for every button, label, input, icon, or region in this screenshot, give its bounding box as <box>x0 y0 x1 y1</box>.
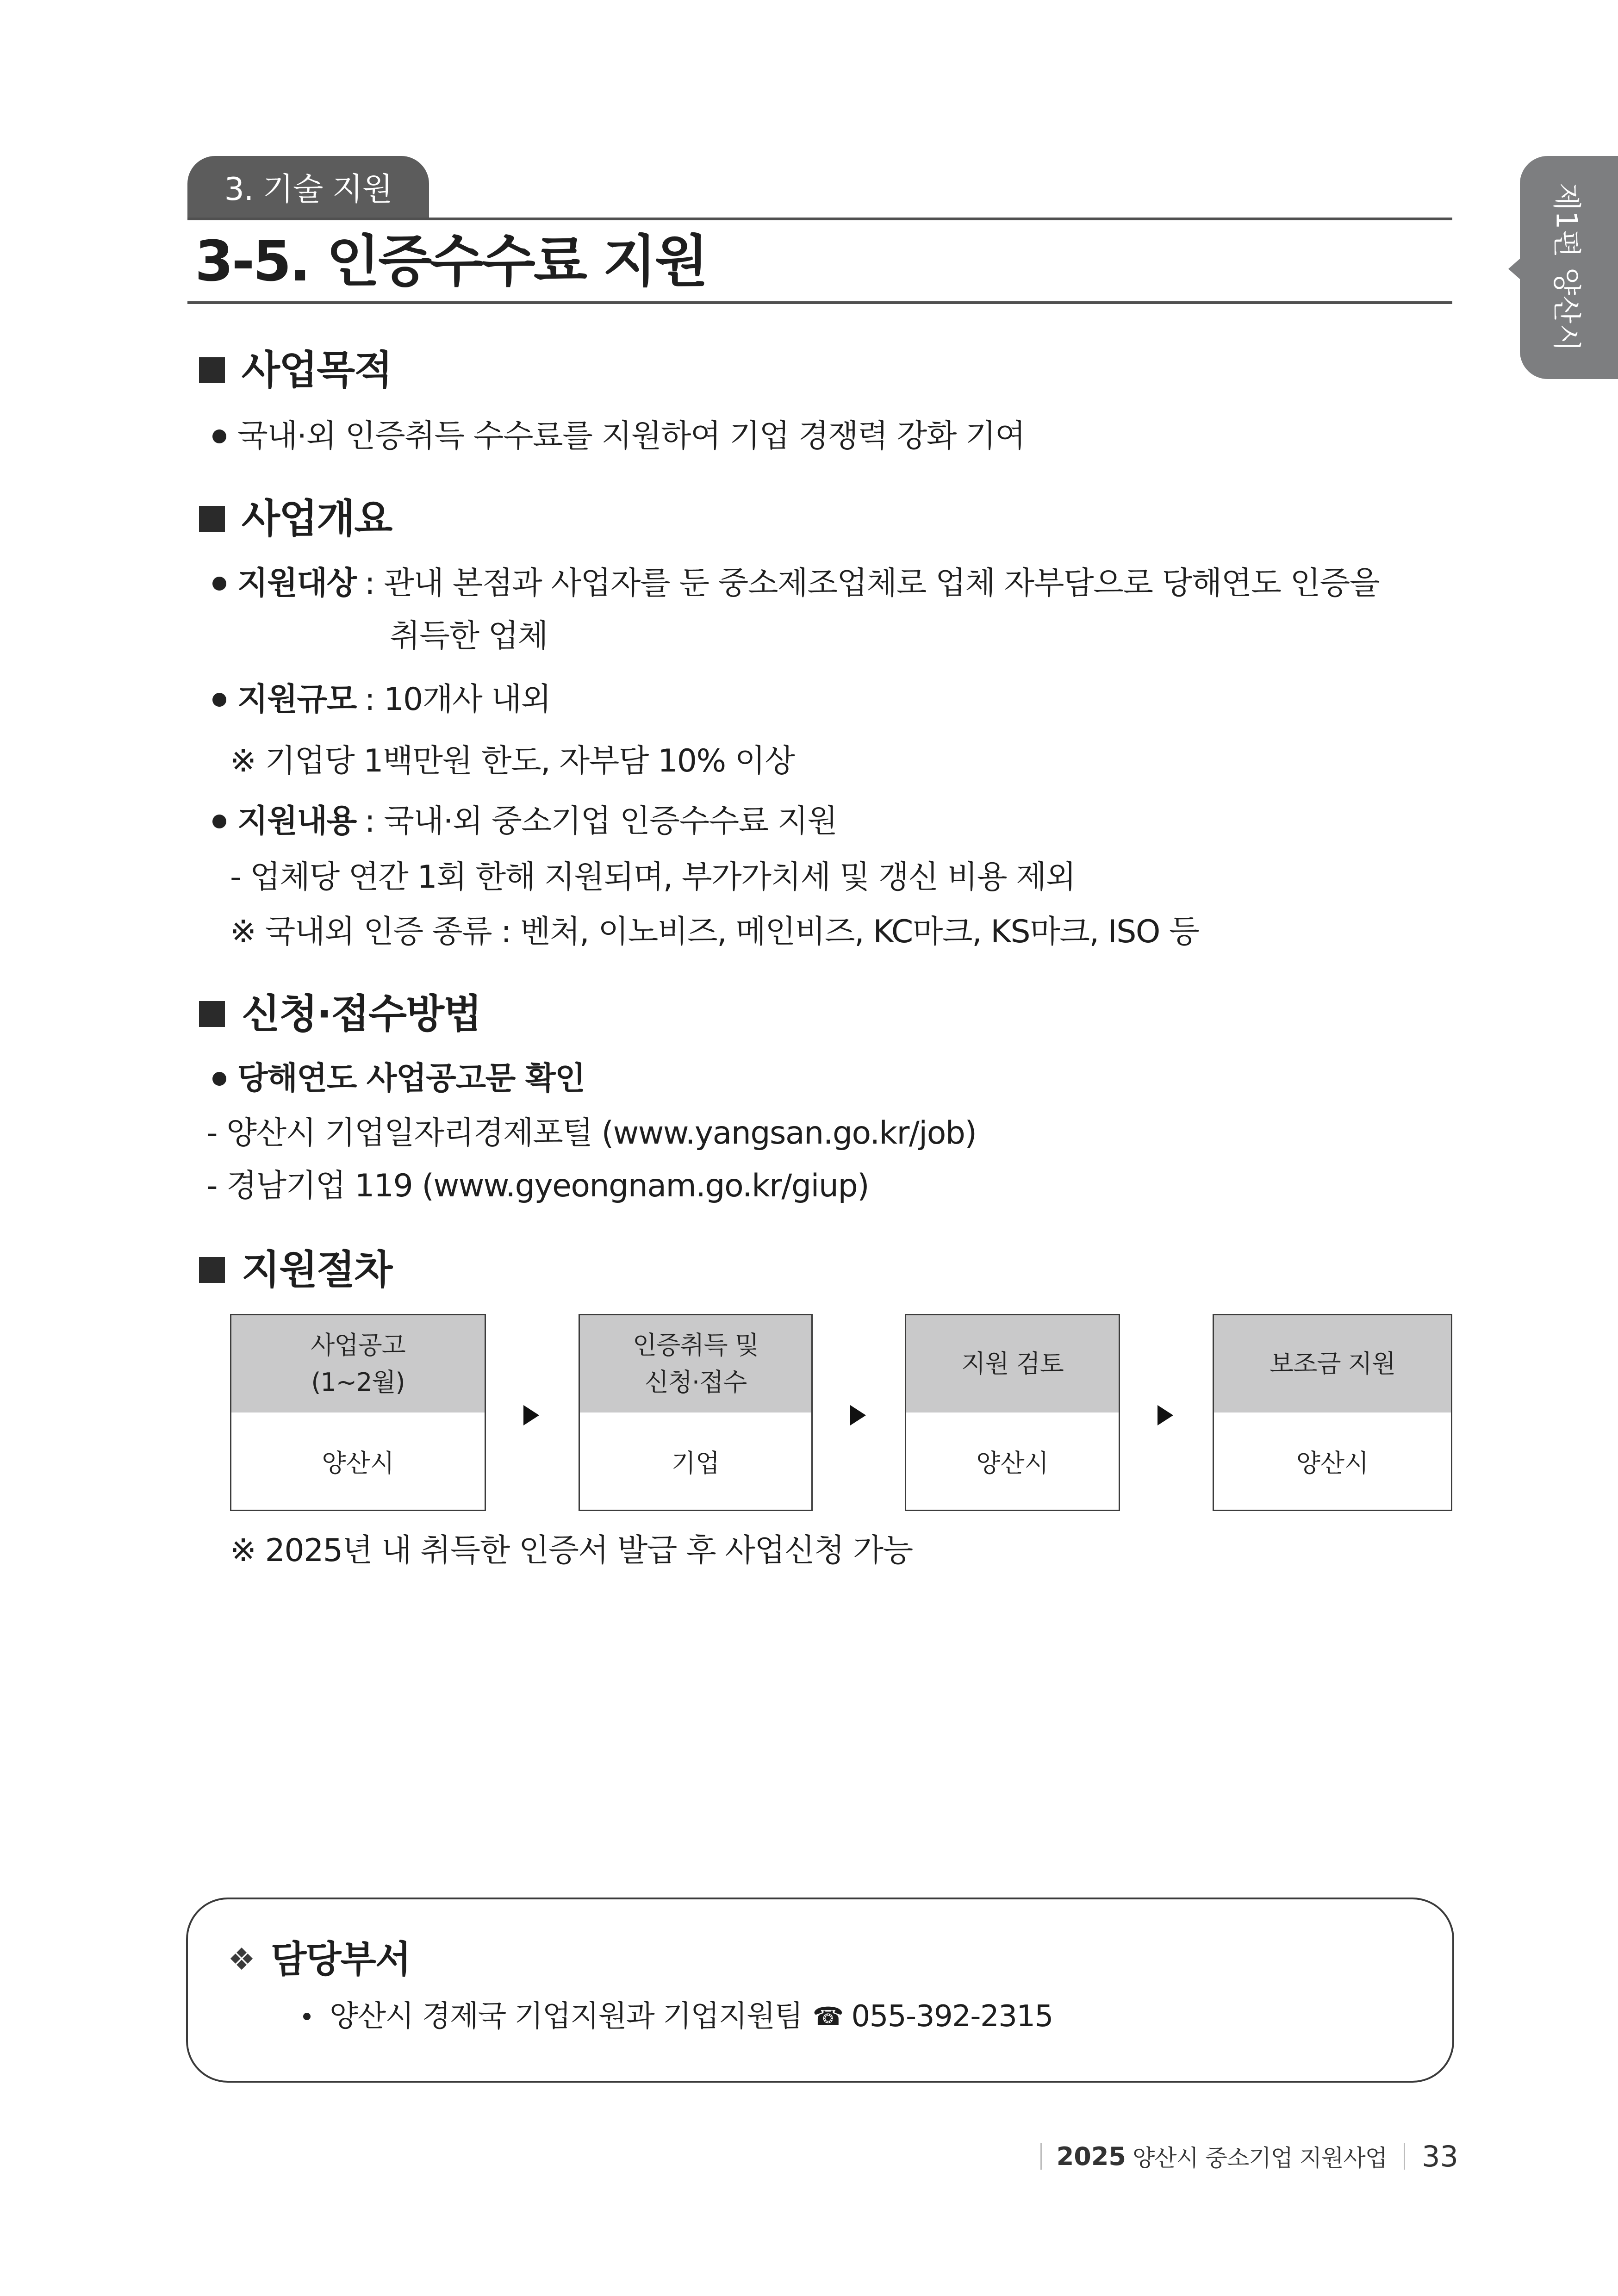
procedure-step-3-header <box>906 1315 1119 1412</box>
overview-target-label: 지원대상 <box>237 565 356 602</box>
contact-heading <box>223 1934 410 1985</box>
overview-content-detail: - 업체당 연간 1회 한해 지원되며, 부가가치세 및 갱신 비용 제외 <box>230 859 1076 896</box>
overview-content-note: ※ 국내외 인증 종류 : 벤처, 이노비즈, 메인비즈, KC마크, KS마크, ISO 등 <box>230 914 1199 950</box>
application-item-text: 당해연도 사업공고문 확인 <box>237 1060 585 1097</box>
round-bullet-icon <box>212 577 226 591</box>
overview-target-continued: 취득한 업체 <box>390 618 548 654</box>
footer-title: 양산시 중소기업 지원사업 <box>1133 2145 1388 2172</box>
title-rule <box>187 301 1452 304</box>
heading-application-text: 신청·접수방법 <box>242 991 481 1037</box>
heading-procedure-text: 지원절차 <box>242 1247 392 1293</box>
overview-scale <box>212 677 551 723</box>
step-title-line: 지원 검토 <box>961 1349 1064 1378</box>
procedure-step-4-actor: 양산시 <box>1296 1448 1369 1478</box>
step-title-line: (1~2월) <box>311 1368 405 1397</box>
procedure-step-3-actor: 양산시 <box>976 1448 1049 1478</box>
step-title-line: 사업공고 <box>311 1331 405 1360</box>
heading-overview <box>199 491 392 547</box>
purpose-item-text: 국내·외 인증취득 수수료를 지원하여 기업 경쟁력 강화 기여 <box>237 418 1025 454</box>
step-title-line: 보조금 지원 <box>1270 1349 1395 1378</box>
side-tab-arrow-icon <box>1508 259 1520 279</box>
procedure-step-1-header <box>231 1315 485 1412</box>
page-title: 3-5. 인증수수료 지원 <box>195 230 707 294</box>
overview-scale-text: : 10개사 내외 <box>364 681 551 718</box>
procedure-note: ※ 2025년 내 취득한 인증서 발급 후 사업신청 가능 <box>230 1532 913 1569</box>
application-link-yangsan: - 양산시 기업일자리경제포털 (www.yangsan.go.kr/job) <box>206 1115 977 1151</box>
arrow-right-icon <box>1157 1405 1173 1425</box>
contact-box <box>186 1898 1454 2083</box>
step-title-line: 인증취득 및 <box>633 1331 759 1360</box>
footer-separator <box>1404 2143 1405 2170</box>
square-bullet-icon <box>199 357 225 383</box>
contact-detail <box>303 1993 1053 2040</box>
round-bullet-icon <box>212 1072 226 1086</box>
step-title-line: 신청·접수 <box>644 1368 747 1397</box>
section-tab-label: 3. 기술 지원 <box>224 171 392 208</box>
side-tab-label: 제1편 양산시 <box>1550 183 1584 352</box>
overview-target <box>212 560 1379 607</box>
page-number: 33 <box>1422 2139 1458 2173</box>
heading-overview-text: 사업개요 <box>242 496 392 542</box>
overview-content-text: : 국내·외 중소기업 인증수수료 지원 <box>364 803 837 840</box>
round-bullet-icon <box>212 429 226 443</box>
page-footer <box>1040 2138 1458 2175</box>
heading-procedure <box>199 1242 392 1298</box>
procedure-step-4-header <box>1214 1315 1451 1412</box>
square-bullet-icon <box>199 1257 225 1283</box>
contact-department: 양산시 경제국 기업지원과 기업지원팀 <box>330 1999 803 2034</box>
round-bullet-icon <box>212 815 226 828</box>
phone-icon <box>813 1993 843 2040</box>
procedure-step-4 <box>1213 1314 1452 1511</box>
section-rule <box>187 218 1452 220</box>
heading-application <box>199 986 481 1042</box>
footer-year: 2025 <box>1056 2141 1126 2171</box>
round-bullet-icon <box>212 693 226 707</box>
arrow-right-icon <box>523 1405 539 1425</box>
contact-phone: 055-392-2315 <box>851 1999 1053 2034</box>
diamond-bullet-icon <box>223 1934 260 1985</box>
purpose-item <box>212 413 1025 460</box>
section-tab <box>187 156 429 218</box>
procedure-step-2-actor: 기업 <box>671 1448 720 1478</box>
overview-scale-note: ※ 기업당 1백만원 한도, 자부담 10% 이상 <box>230 743 795 779</box>
square-bullet-icon <box>199 506 225 532</box>
application-item <box>212 1056 585 1102</box>
overview-target-text: : 관내 본점과 사업자를 둔 중소제조업체로 업체 자부담으로 당해연도 인증을 <box>364 565 1380 602</box>
procedure-step-1 <box>230 1314 486 1511</box>
square-bullet-icon <box>199 1001 225 1027</box>
arrow-right-icon <box>850 1405 866 1425</box>
procedure-step-1-actor: 양산시 <box>322 1448 394 1478</box>
contact-heading-text: 담당부서 <box>271 1938 411 1981</box>
side-tab <box>1520 156 1618 379</box>
procedure-step-3 <box>905 1314 1120 1511</box>
heading-purpose-text: 사업목적 <box>242 347 392 393</box>
overview-content <box>212 798 837 845</box>
overview-scale-label: 지원규모 <box>237 681 356 718</box>
overview-content-label: 지원내용 <box>237 803 356 840</box>
procedure-step-2-header <box>580 1315 811 1412</box>
procedure-step-2 <box>579 1314 813 1511</box>
footer-separator <box>1040 2143 1042 2170</box>
small-bullet-icon <box>303 2013 311 2020</box>
application-link-gyeongnam: - 경남기업 119 (www.gyeongnam.go.kr/giup) <box>206 1168 869 1204</box>
heading-purpose <box>199 342 392 398</box>
